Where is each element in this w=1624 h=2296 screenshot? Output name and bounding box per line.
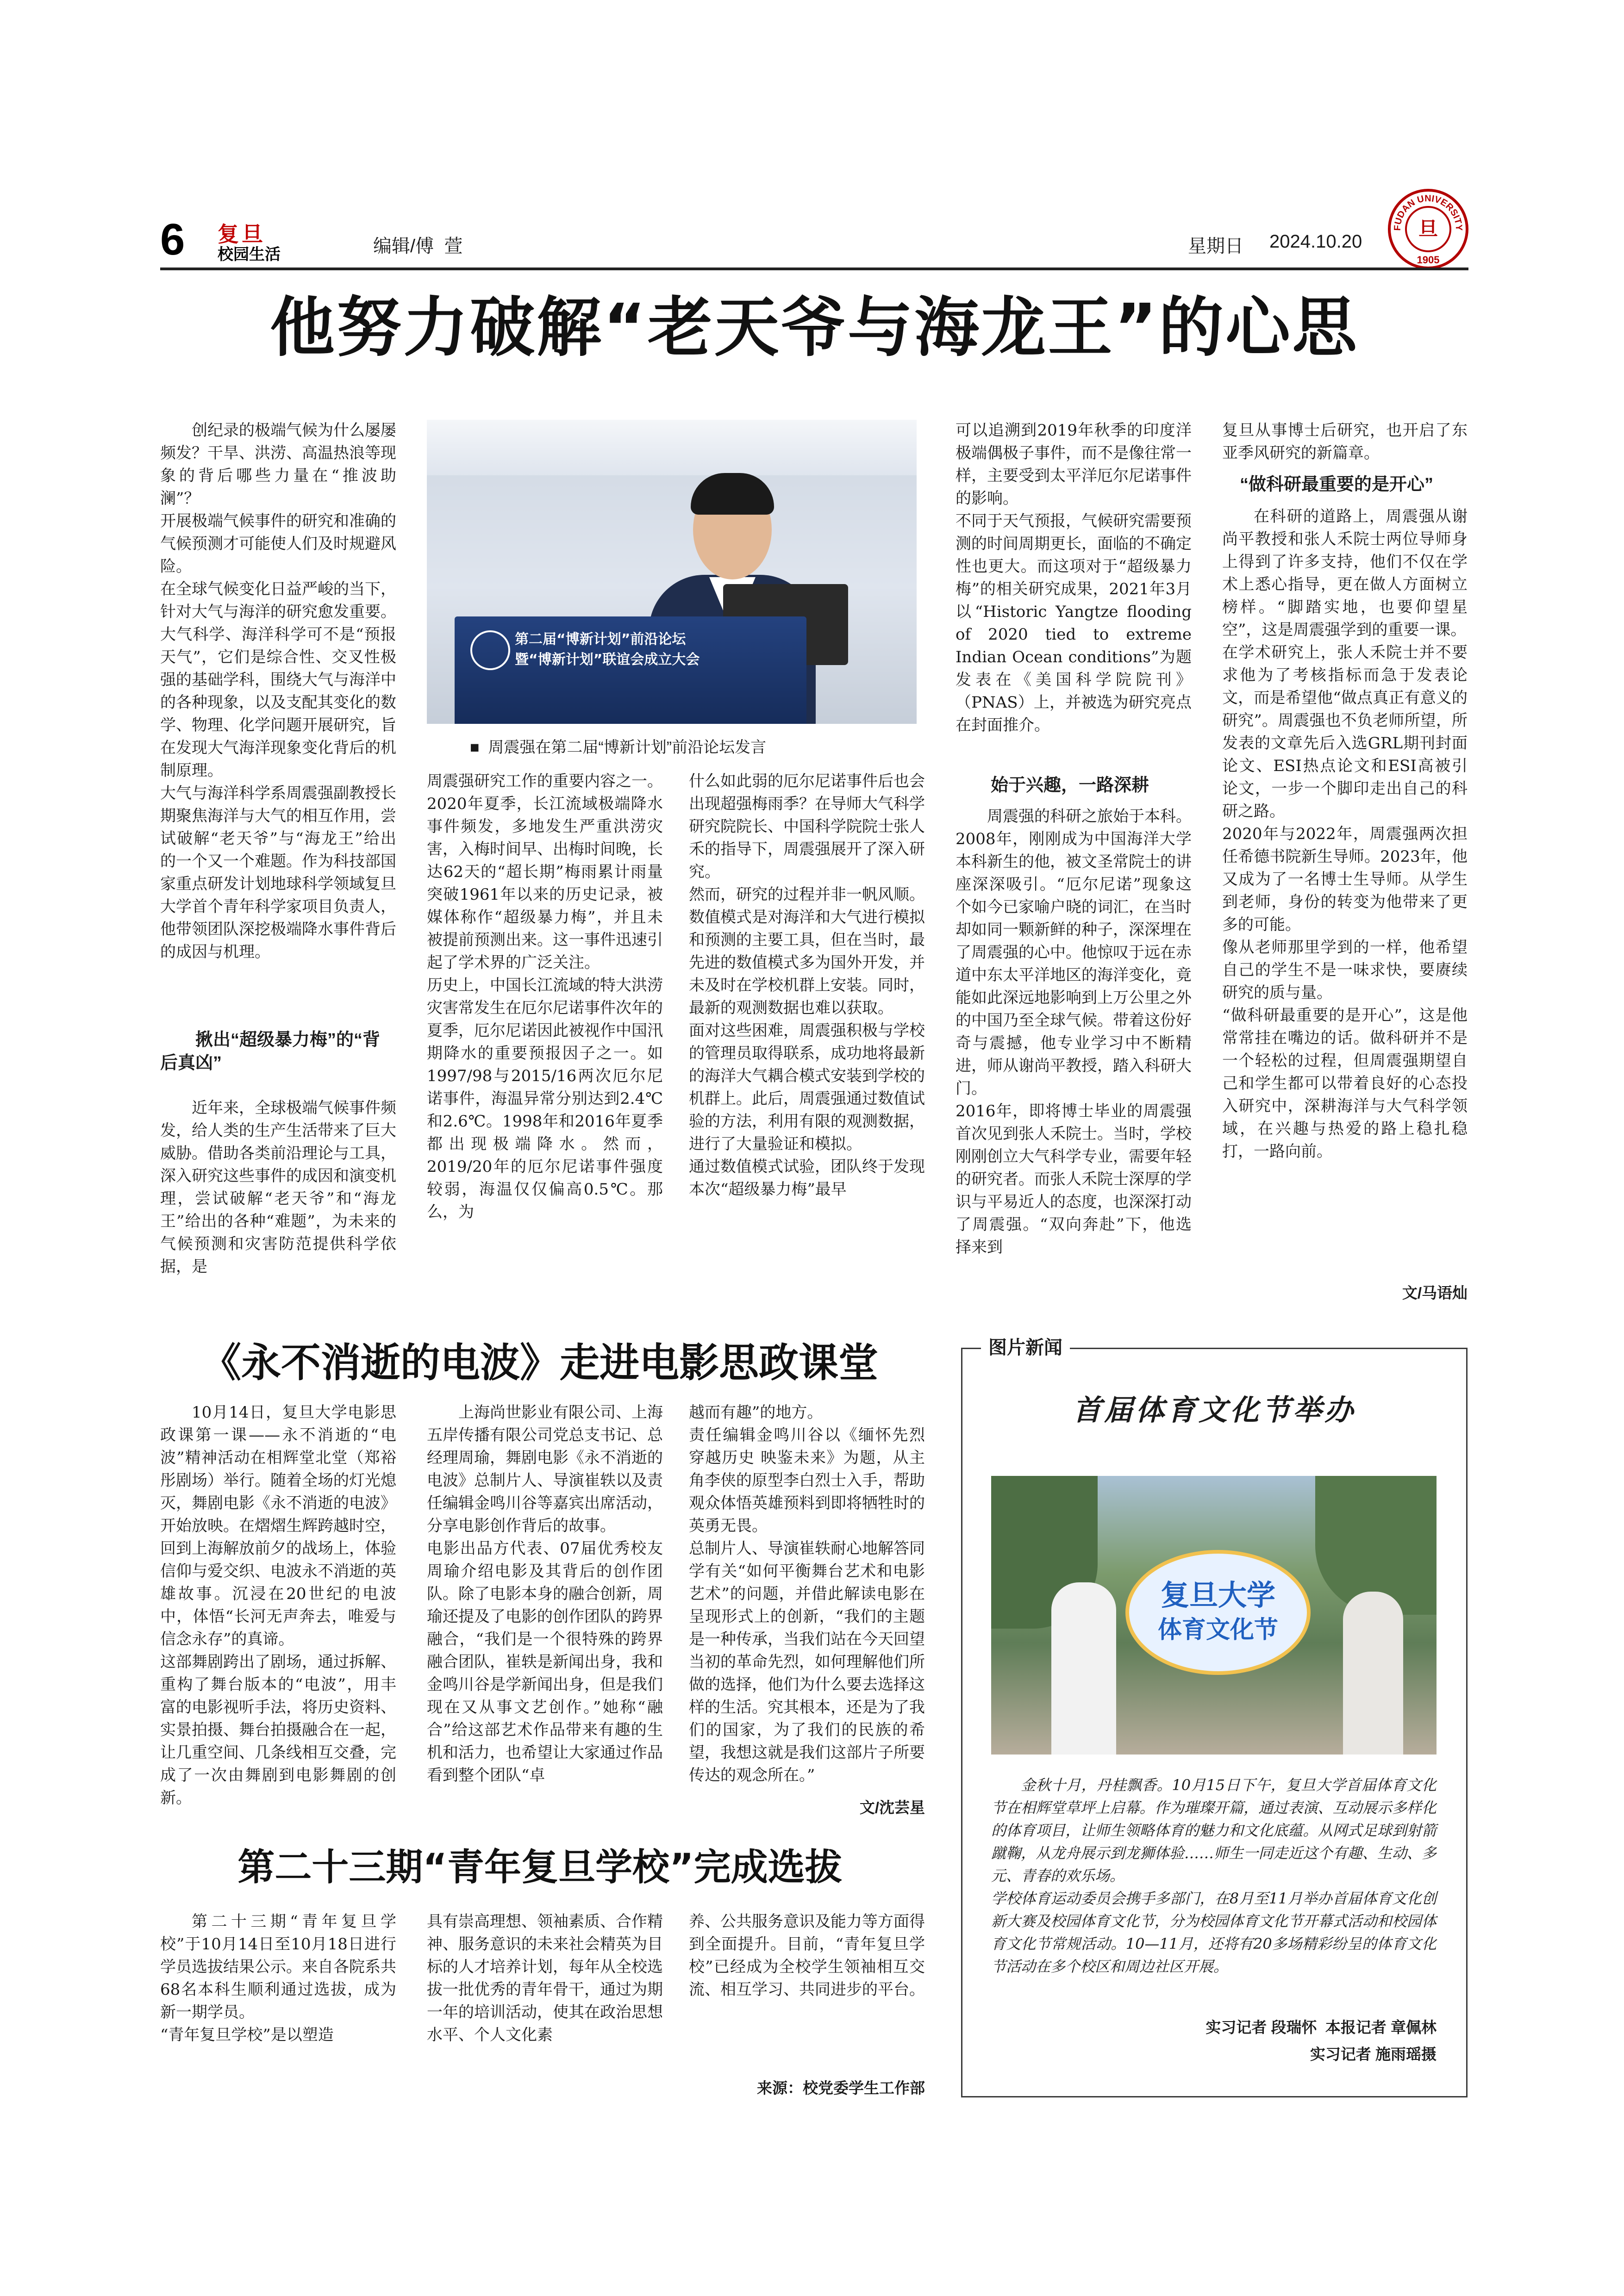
festival-sign-line2: 体育文化节 (1157, 1616, 1278, 1644)
article2-col2-text: 上海尚世影业有限公司、上海五岸传播有限公司党总支书记、总经理周瑜，舞剧电影《永不消逝的电波》总制片人、导演崔轶以及责任编辑金鸣川谷等嘉宾出席活动，分享电影创作背后的故事。 电影出品方代表、07届优秀校友周瑜介绍电影及其背后的创作团队。除了电影本身的融合创新，周瑜还提及了电影的创作团队的跨界融合，“我们是一个很特殊的跨界融合团队，崔轶是新闻出身，我和金鸣川谷是学新闻出身，但是我们现在又从事文艺创作。”她称“融合”给这部艺术作品带来有趣的生机和活力，也希望让大家通过作品看到整个团队“卓 (427, 1403, 663, 1785)
speaker-hair (691, 473, 774, 515)
person-right (1343, 1592, 1403, 1755)
article2-col1-text: 10月14日，复旦大学电影思政课第一课——永不消逝的“电波”精神活动在相辉堂北堂（郑裕彤剧场）举行。随着全场的灯光熄灭，舞剧电影《永不消逝的电波》开始放映。在熠熠生辉跨越时空，回到上海解放前夕的战场上，体验信仰与爱交织、电波永不消逝的英雄故事。沉浸在20世纪的电波中，体悟“长河无声奔去，唯爱与信念永存”的真谛。 这部舞剧跨出了剧场，通过拆解、重构了舞台版本的“电波”，用丰富的电影视听手法，将历史资料、实景拍摄、舞台拍摄融合在一起，让几重空间、几条线相互交叠，完成了一次由舞剧到电影舞剧的创新。 (160, 1403, 396, 1807)
article1-col5-text-2: 在科研的道路上，周震强从谢尚平教授和张人禾院士两位导师身上得到了许多支持，他们不仅在学术上悉心指导，更在做人方面树立榜样。“脚踏实地，也要仰望星空”，这是周震强学到的重要一课。 在学术研究上，张人禾院士并不要求他为了考核指标而急于发表论文，而是希望他“做点真正有意义的研究”。周震强也不负老师所望，所发表的文章先后入选GRL期刊封面论文、ESI热点论文和ESI高被引论文，一步一个脚印走出自己的科研之路。 2020年与2022年，周震强两次担任希德书院新生导师。2023年，他又成为了一名博士生导师。从学生到老师，身份的转变为他带来了更多的可能。 像从老师那里学到的一样，他希望自己的学生不是一味求快，要赓续研究的质与量。 “做科研最重要的是开心”，这是他常常挂在嘴边的话。做科研并不是一个轻松的过程，但周震强期望自己和学生都可以带着良好的心态投入研究中，深耕海洋与大气科学领域，在兴趣与热爱的路上稳扎稳打，一路向前。 (1222, 507, 1468, 1161)
seal-char: 旦 (1418, 218, 1438, 240)
weekday: 星期日 (1188, 236, 1243, 256)
article1-col1-text: 创纪录的极端气候为什么屡屡频发？干旱、洪涝、高温热浪等现象的背后哪些力量在“推波助澜”？ 开展极端气候事件的研究和准确的气候预测才可能使人们及时规避风险。 在全球气候变化日益严峻的当下，针对大气与海洋的研究愈发重要。大气科学、海洋科学可不是“预报天气”，它们是综合性、交叉性极强的基础学科，围绕大气与海洋中的各种现象，以及支配其变化的数学、物理、化学问题开展研究，旨在发现大气海洋现象变化背后的机制原理。 大气与海洋科学系周震强副教授长期聚焦海洋与大气的相互作用，尝试破解“老天爷”与“海龙王”给出的一个又一个难题。作为科技部国家重点研发计划地球科学领域复旦大学首个青年科学家项目负责人，他带领团队深挖极端降水事件背后的成因与机理。 (160, 421, 396, 961)
editor-credit: 编辑/傅 萱 (373, 236, 463, 256)
photo-news-label: 图片新闻 (981, 1336, 1070, 1359)
section-name: 校园生活 (218, 246, 281, 263)
issue-date: 2024.10.20 (1269, 231, 1362, 252)
photo-news-credit-2: 实习记者 施雨瑶摄 (1310, 2046, 1437, 2063)
article3-col2-text: 具有崇高理想、领袖素质、合作精神、服务意识的未来社会精英为目标的人才培养计划，每年从全校选拔一批优秀的青年骨干，通过为期一年的培训活动，使其在政治思想水平、个人文化素 (427, 1912, 663, 2044)
ceiling-lights (427, 420, 917, 475)
page-number: 6 (160, 215, 185, 264)
article1-col5-text: 复旦从事博士后研究，也开启了东亚季风研究的新篇章。 (1222, 421, 1468, 462)
festival-sign (1125, 1550, 1311, 1675)
page-header (0, 0, 1624, 268)
article1-col3-text: 什么如此弱的厄尔尼诺事件后也会出现超强梅雨季？在导师大气科学研究院院长、中国科学院院士张人禾的指导下，周震强展开了深入研究。 然而，研究的过程并非一帆风顺。 数值模式是对海洋和大气进行模拟和预测的主要工具，但在当时，最先进的数值模式多为国外开发，并未及时在学校机群上安装。同时，最新的观测数据也难以获取。 面对这些困难，周震强积极与学校的管理员取得联系，成功地将最新的海洋大气耦合模式安装到学校的机群上。此后，周震强通过数值试验的方法，利用有限的观测数据，进行了大量验证和模拟。 通过数值模式试验，团队终于发现本次“超级暴力梅”最早 (689, 772, 925, 1199)
brand-logo: 复旦 (218, 222, 266, 247)
article1-subhead-3: “做科研最重要的是开心” (1240, 475, 1434, 494)
photo-news-text: 金秋十月，丹桂飘香。10月15日下午，复旦大学首届体育文化节在相辉堂草坪上启幕。作为璀璨开篇，通过表演、互动展示多样化的体育项目，让师生领略体育的魅力和文化底蕴。从网式足球到射箭蹴鞠，从龙舟展示到龙狮体验……师生一同走近这个有趣、生动、多元、青春的欢乐场。 学校体育运动委员会携手多部门，在8月至11月举办首届体育文化创新大赛及校园体育文化节，分为校园体育文化节开幕式活动和校园体育文化节常规活动。10—11月，还将有20多场精彩纷呈的体育文化节活动在多个校区和周边社区开展。 (991, 1776, 1437, 1975)
podium-banner-line2: 暨“博新计划”联谊会成立大会 (515, 652, 700, 668)
article1-title: 他努力破解“老天爷与海龙王”的心思 (269, 290, 1359, 366)
podium-banner-line1: 第二届“博新计划”前沿论坛 (515, 631, 686, 647)
person-left (1051, 1582, 1116, 1755)
photo-news-headline: 首届体育文化节举办 (1072, 1393, 1356, 1427)
photo-news-credit-1: 实习记者 段瑞怀 本报记者 章佩林 (1206, 2019, 1437, 2036)
podium-emblem (470, 630, 510, 670)
article1-col4-text-2: 周震强的科研之旅始于本科。2008年，刚刚成为中国海洋大学本科新生的他，被文圣常院士的讲座深深吸引。“厄尔尼诺”现象这个如今已家喻户晓的词汇，在当时却如同一颗新鲜的种子，深深埋在了周震强的心中。他惊叹于远在赤道中东太平洋地区的海洋变化，竟能如此深远地影响到上万公里之外的中国乃至全球气候。带着这份好奇与震撼，他专业学习中不断精进，师从谢尚平教授，踏入科研大门。 2016年，即将博士毕业的周震强首次见到张人禾院士。当时，学校刚刚创立大气科学专业，需要年轻的研究者。而张人禾院士深厚的学识与平易近人的态度，也深深打动了周震强。“双向奔赴”下，他选择来到 (956, 807, 1192, 1257)
photo-news-box (961, 1338, 1468, 2097)
article2-col3-text: 越而有趣”的地方。 责任编辑金鸣川谷以《缅怀先烈 穿越历史 映鉴未来》为题，从主角李侠的原型李白烈士入手，帮助观众体悟英雄预料到即将牺牲时的英勇无畏。 总制片人、导演崔轶耐心地解答同学有关“如何平衡舞台艺术和电影艺术”的问题，并借此解读电影在呈现形式上的创新，“我们的主题是一种传承，当我们站在今天回望当初的革命先烈，如何理解他们所做的选择，他们为什么要去选择这样的生活。究其根本，还是为了我们的国家，为了我们的民族的希望，我想这就是我们这部片子所要传达的观念所在。” (689, 1403, 925, 1785)
article1-subhead-2: 始于兴趣，一路深耕 (991, 776, 1149, 795)
article2-byline: 文/沈芸星 (859, 1799, 925, 1816)
seal-ring-text: FUDAN UNIVERSITY (1392, 193, 1464, 231)
article3-title: 第二十三期“青年复旦学校”完成选拔 (237, 1846, 842, 1889)
article3-col1-text: 第二十三期“青年复旦学校”于10月14日至10月18日进行学员选拔结果公示。来自各院系共68名本科生顺利通过选拔，成为新一期学员。 “青年复旦学校”是以塑造 (160, 1912, 396, 2044)
article3-col3-text: 养、公共服务意识及能力等方面得到全面提升。目前，“青年复旦学校”已经成为全校学生领袖相互交流、相互学习、共同进步的平台。 (689, 1912, 925, 1999)
article1-col1-text-2: 近年来，全球极端气候事件频发，给人类的生产生活带来了巨大威胁。借助各类前沿理论与工具，深入研究这些事件的成因和演变机理，尝试破解“老天爷”和“海龙王”给出的各种“难题”，为未来的气候预测和灾害防范提供科学依据，是 (160, 1099, 396, 1276)
fudan-seal (1387, 187, 1470, 271)
article3-source: 来源：校党委学生工作部 (757, 2079, 925, 2097)
article1-col4-text: 可以追溯到2019年秋季的印度洋极端偶极子事件，而不是像往常一样，主要受到太平洋厄尔尼诺事件的影响。 不同于天气预报，气候研究需要预测的时间周期更长，面临的不确定性也更大。而这项对于“超级暴力梅”的相关研究成果，2021年3月以“Historic Yangtze flooding of 2020 tied to extreme Indian Ocean conditions”为题发表在《美国科学院院刊》（PNAS）上，并被选为研究亮点在封面推介。 (956, 421, 1192, 734)
podium (455, 616, 806, 724)
article1-byline: 文/马语灿 (1402, 1284, 1468, 1301)
article1-subhead-1: 揪出“超级暴力梅”的“背后真凶” (160, 1030, 381, 1073)
seal-year: 1905 (1417, 254, 1440, 266)
festival-sign-line1: 复旦大学 (1160, 1578, 1275, 1612)
festival-photo (991, 1476, 1437, 1755)
article2-title: 《永不消逝的电波》走进电影思政课堂 (201, 1339, 878, 1386)
header-rule (160, 268, 1468, 270)
article1-col2-text: 周震强研究工作的重要内容之一。 2020年夏季，长江流域极端降水事件频发，多地发生严重洪涝灾害，入梅时间早、出梅时间晚，长达62天的“超长期”梅雨累计雨量突破1961年以来的历史记录，被媒体称作“超级暴力梅”，并且未被提前预测出来。这一事件迅速引起了学术界的广泛关注。 历史上，中国长江流域的特大洪涝灾害常发生在厄尔尼诺事件次年的夏季，厄尔尼诺因此被视作中国汛期降水的重要预报因子之一。如1997/98与2015/16两次厄尔尼诺事件，海温异常分别达到2.4℃和2.6℃。1998年和2016年夏季都出现极端降水。然而，2019/20年的厄尔尼诺事件强度较弱，海温仅仅偏高0.5℃。那么，为 (427, 772, 663, 1221)
article1-photo-caption: ■ 周震强在第二届“博新计划”前沿论坛发言 (470, 739, 767, 756)
article1-photo (427, 420, 917, 724)
